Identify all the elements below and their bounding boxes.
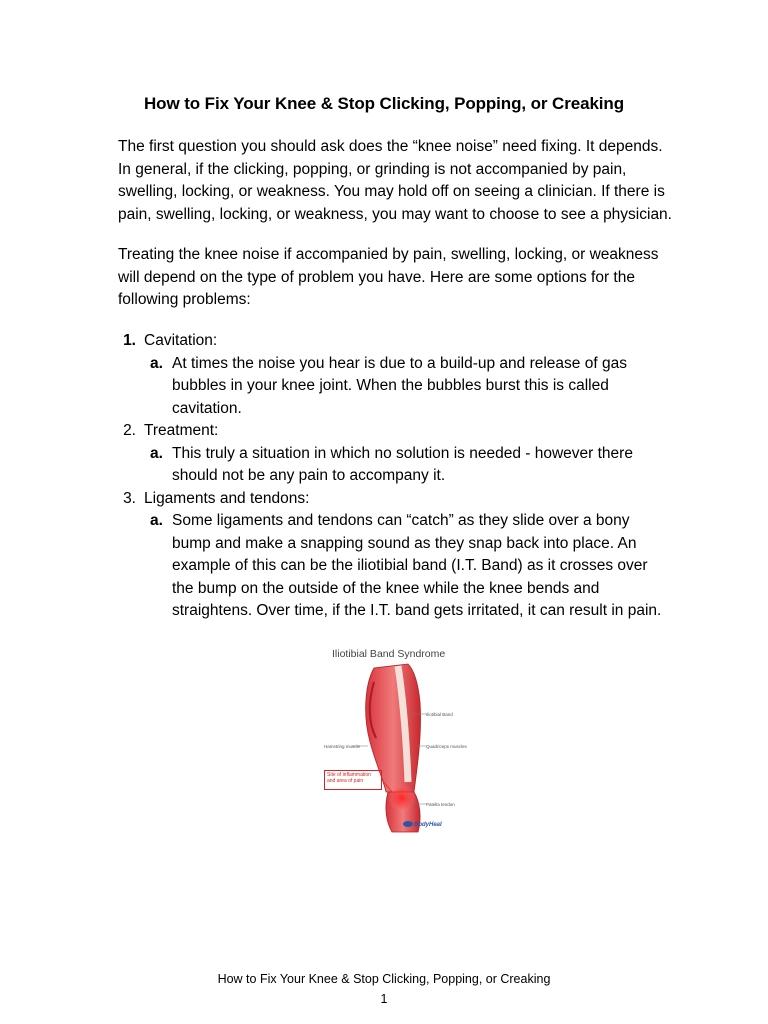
treatment-paragraph: Treating the knee noise if accompanied by pain, swelling, locking, or weakness will depend on the type of problem you have. Here are some options for the following problems: — [118, 246, 659, 308]
label-itband: Iliotibial Band — [426, 712, 453, 717]
inflammation-callout: Site of inflammation and area of pain — [324, 770, 382, 790]
list-item-cavitation — [106, 330, 686, 420]
figure-title: Iliotibial Band Syndrome — [332, 648, 446, 660]
sub-text: Some ligaments and tendons can “catch” as they slide over a bony bump and make a snapping sound as they snap back into place. An example of this can be the iliotibial band (I.T. Band) as it crosses over the bump on the outside of the knee while the knee bends and straightens. Over time, if the I.T. band gets irritated, it can result in pain. — [172, 512, 662, 619]
sub-letter: a. — [150, 512, 163, 529]
label-hamstring: Hamstring muscle — [324, 744, 361, 749]
sub-letter: a. — [150, 444, 163, 462]
document-title: How to Fix Your Knee & Stop Clicking, Popping, or Creaking — [144, 94, 624, 113]
bodyheal-logo: BodyHeal — [414, 822, 442, 828]
label-quadriceps: Quadriceps muscles — [426, 744, 467, 749]
page-number: 1 — [380, 992, 388, 1006]
list-heading: Treatment: — [144, 422, 219, 439]
list-item-ligaments — [106, 488, 686, 623]
list-heading: Ligaments and tendons: — [144, 489, 310, 507]
list-item-treatment — [106, 420, 686, 488]
list-number: 2. — [123, 422, 136, 439]
label-patella: Patella tendon — [426, 802, 455, 807]
sub-text: At times the noise you hear is due to a build-up and release of gas bubbles in your knee joint. When the bubbles burst this is called cavitation. — [172, 354, 627, 417]
problem-list — [106, 330, 686, 623]
footer-title: How to Fix Your Knee & Stop Clicking, Popping, or Creaking — [217, 972, 551, 986]
sub-text: This truly a situation in which no solution is needed - however there should not be any pain to accompany it. — [172, 444, 633, 484]
list-number: 3. — [123, 489, 136, 507]
list-number: 1. — [123, 332, 136, 349]
list-heading: Cavitation: — [144, 332, 218, 349]
sub-letter: a. — [150, 354, 163, 372]
intro-paragraph: The first question you should ask does the “knee noise” need fixing. It depends. In general, if the clicking, popping, or grinding is not accompanied by pain, swelling, locking, or weakness. You may hold off on seeing a clinician. If there is pain, swelling, locking, or weakness, you may want to choose to see a physician. — [118, 138, 672, 223]
itband-illustration — [322, 642, 467, 834]
